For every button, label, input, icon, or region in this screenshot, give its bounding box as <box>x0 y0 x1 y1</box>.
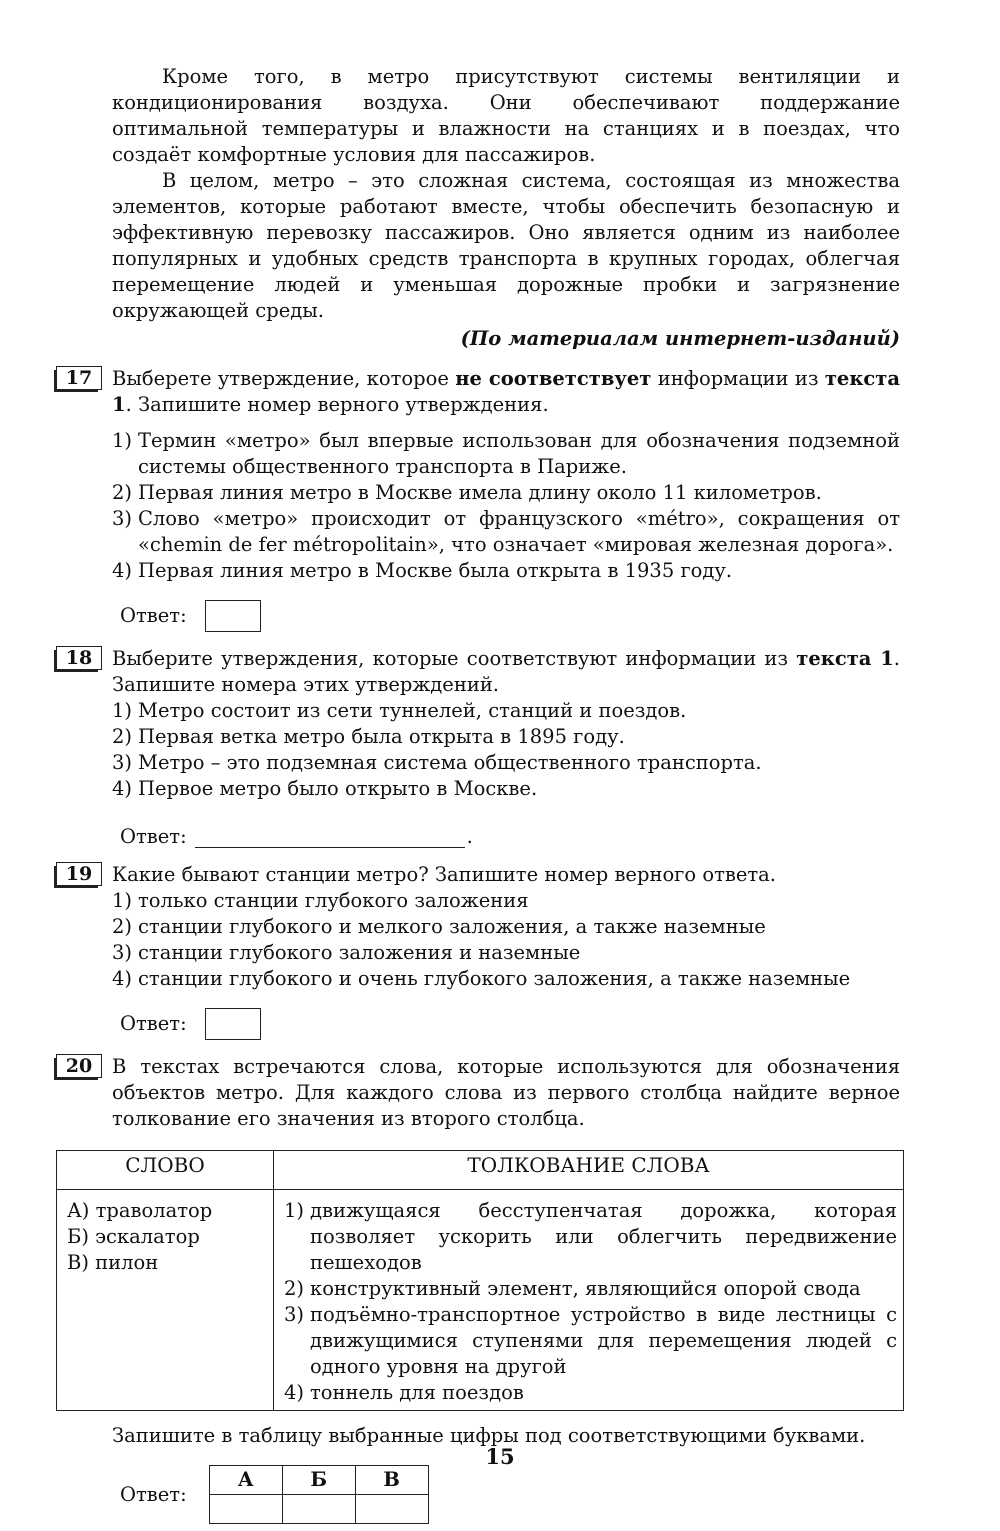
definition-cell <box>274 1190 904 1411</box>
definition-list <box>284 1198 897 1406</box>
word-list <box>67 1198 267 1276</box>
answer-row <box>120 1008 900 1040</box>
source-note: (По материалам интернет-изданий) <box>460 327 900 350</box>
answer-cell-a[interactable] <box>209 1495 282 1524</box>
definition-item: 1) движущаяся бесступенчатая дорожка, которая позволяет ускорить или облегчить передвижение пешеходов <box>284 1199 897 1274</box>
task-17 <box>56 366 900 632</box>
option-item: 3) станции глубокого заложения и наземные <box>112 941 581 964</box>
answer-box[interactable] <box>205 1008 261 1040</box>
letter-cell-b: Б <box>282 1466 355 1495</box>
option-item: 1) Термин «метро» был впервые использован для обозначения подземной системы общественного транспорта в Париже. <box>112 429 900 478</box>
answer-label: Ответ: <box>120 1482 187 1506</box>
task-20 <box>56 1054 900 1132</box>
column-header-definition: ТОЛКОВАНИЕ СЛОВА <box>274 1151 904 1190</box>
option-item: 4) Первая линия метро в Москве была открыта в 1935 году. <box>112 559 733 582</box>
definition-item: 4) тоннель для поездов <box>284 1381 524 1404</box>
page-number: 15 <box>485 1444 515 1469</box>
task-question: Какие бывают станции метро? Запишите номер верного ответа. <box>112 863 776 886</box>
task-question: Выберете утверждение, которое не соответствует информации из текста 1. Запишите номер верного утверждения. <box>112 367 900 416</box>
option-item: 4) станции глубокого и очень глубокого заложения, а также наземные <box>112 967 851 990</box>
intro-paragraph-1: Кроме того, в метро присутствуют системы вентиляции и кондиционирования воздуха. Они обеспечивают поддержание оптимальной температуры и влажности на станциях и в поездах, что создаёт комфортные условия для пассажиров. <box>112 65 900 166</box>
answer-label: Ответ: <box>120 604 187 627</box>
word-item: В) пилон <box>67 1251 159 1274</box>
answer-label: Ответ: <box>120 825 187 848</box>
option-list <box>112 888 900 992</box>
option-item: 3) Слово «метро» происходит от французского «métro», сокращения от «chemin de fer métropolitain», что означает «мировая железная дорога». <box>112 507 900 556</box>
answer-grid <box>209 1465 429 1524</box>
answer-line[interactable] <box>195 827 465 848</box>
option-item: 2) станции глубокого и мелкого заложения, а также наземные <box>112 915 766 938</box>
option-item: 2) Первая линия метро в Москве имела длину около 11 километров. <box>112 481 822 504</box>
answer-row <box>120 824 900 850</box>
option-item: 1) только станции глубокого заложения <box>112 889 529 912</box>
answer-row <box>120 600 900 632</box>
answer-box[interactable] <box>205 600 261 632</box>
letter-cell-a: А <box>209 1466 282 1495</box>
intro-text <box>56 64 900 352</box>
definition-item: 2) конструктивный элемент, являющийся опорой свода <box>284 1277 861 1300</box>
intro-paragraph-2: В целом, метро – это сложная система, состоящая из множества элементов, которые работают вместе, чтобы обеспечить безопасную и эффективную перевозку пассажиров. Оно является одним из наиболее популярных и удобных средств транспорта в крупных городах, облегчая перемещение людей и уменьшая дорожные пробки и загрязнение окружающей среды. <box>112 169 900 322</box>
task-19 <box>56 862 900 1040</box>
task-number: 18 <box>56 646 102 670</box>
answer-cell-v[interactable] <box>355 1495 428 1524</box>
answer-cell-b[interactable] <box>282 1495 355 1524</box>
word-item: Б) эскалатор <box>67 1225 200 1248</box>
answer-grid-row <box>120 1465 900 1524</box>
option-item: 3) Метро – это подземная система общественного транспорта. <box>112 751 762 774</box>
task-number: 19 <box>56 862 102 886</box>
answer-period: . <box>466 825 473 848</box>
task-18 <box>56 646 900 850</box>
task-number: 17 <box>56 366 102 390</box>
task-question: В текстах встречаются слова, которые используются для обозначения объектов метро. Для каждого слова из первого столбца найдите верное толкование его значения из второго столбца. <box>112 1055 900 1130</box>
answer-label: Ответ: <box>120 1012 187 1035</box>
instruction-text: Запишите в таблицу выбранные цифры под соответствующими буквами. <box>112 1424 866 1447</box>
word-item: А) траволатор <box>67 1199 213 1222</box>
option-list <box>112 698 900 802</box>
task-question: Выберите утверждения, которые соответствуют информации из текста 1. Запишите номера этих утверждений. <box>112 647 900 696</box>
column-header-word: СЛОВО <box>57 1151 274 1190</box>
option-list <box>112 428 900 584</box>
option-item: 2) Первая ветка метро была открыта в 1895 году. <box>112 725 625 748</box>
letter-cell-v: В <box>355 1466 428 1495</box>
option-item: 4) Первое метро было открыто в Москве. <box>112 777 538 800</box>
option-item: 1) Метро состоит из сети туннелей, станций и поездов. <box>112 699 687 722</box>
matching-table <box>56 1150 904 1411</box>
word-cell <box>57 1190 274 1411</box>
task-number: 20 <box>56 1054 102 1078</box>
definition-item: 3) подъёмно-транспортное устройство в виде лестницы с движущимися ступенями для перемещения людей с одного уровня на другой <box>284 1303 897 1378</box>
